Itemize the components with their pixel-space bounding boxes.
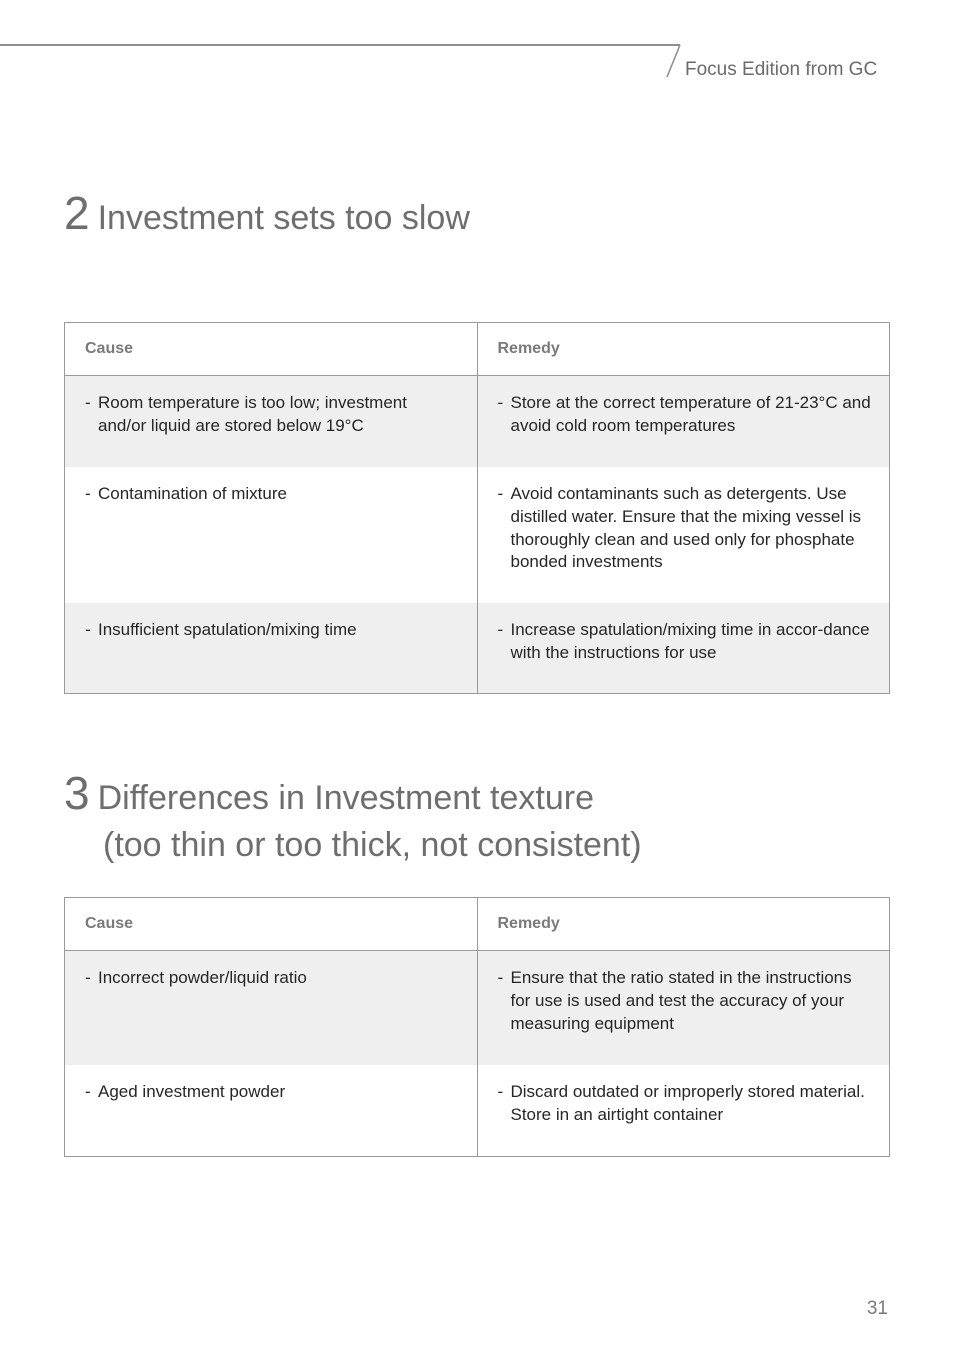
remedy-column-header: Remedy [477, 323, 890, 376]
troubleshooting-table-texture [64, 897, 890, 1157]
cause-column-header: Cause [65, 323, 478, 376]
remedy-text: - Discard outdated or improperly stored material. Store in an airtight container [498, 1081, 872, 1127]
remedy-column-header: Remedy [477, 898, 890, 951]
table-row [65, 1065, 890, 1157]
cause-cell [65, 951, 478, 1066]
cause-text: - Incorrect powder/liquid ratio [85, 967, 459, 990]
remedy-text: - Increase spatulation/mixing time in accor-dance with the instructions for use [498, 619, 872, 665]
cause-column-header: Cause [65, 898, 478, 951]
cause-text: - Insufficient spatulation/mixing time [85, 619, 459, 642]
section-subtitle: (too thin or too thick, not consistent) [103, 826, 642, 864]
cause-cell [65, 376, 478, 468]
table-header-row [65, 323, 890, 376]
section-3-heading [64, 767, 594, 821]
header-rule [0, 44, 680, 46]
table-row [65, 603, 890, 694]
remedy-cell [477, 603, 890, 694]
remedy-text: - Store at the correct temperature of 21-23°C and avoid cold room temperatures [498, 392, 872, 438]
remedy-cell [477, 467, 890, 603]
remedy-text: - Avoid contaminants such as detergents. Use distilled water. Ensure that the mixing vessel is thoroughly clean and used only for phosphate bonded investments [498, 483, 872, 574]
cause-cell [65, 467, 478, 603]
cause-cell [65, 603, 478, 694]
section-number: 3 [64, 767, 90, 819]
cause-text: - Aged investment powder [85, 1081, 459, 1104]
remedy-cell [477, 951, 890, 1066]
table-row [65, 376, 890, 468]
table-row [65, 467, 890, 603]
table-row [65, 951, 890, 1066]
header-slash-divider [664, 44, 684, 80]
cause-text: - Contamination of mixture [85, 483, 459, 506]
cause-text: - Room temperature is too low; investment and/or liquid are stored below 19°C [85, 392, 459, 438]
cause-cell [65, 1065, 478, 1157]
remedy-text: - Ensure that the ratio stated in the instructions for use is used and test the accuracy of your measuring equipment [498, 967, 872, 1035]
remedy-cell [477, 376, 890, 468]
running-header-title: Focus Edition from GC [685, 59, 878, 80]
page-number: 31 [866, 1298, 888, 1319]
section-title: Differences in Investment texture [97, 779, 594, 817]
remedy-cell [477, 1065, 890, 1157]
section-number: 2 [64, 187, 90, 239]
table-header-row [65, 898, 890, 951]
troubleshooting-table-slow-set [64, 322, 890, 694]
section-title: Investment sets too slow [97, 199, 470, 237]
section-2-heading [64, 187, 470, 241]
